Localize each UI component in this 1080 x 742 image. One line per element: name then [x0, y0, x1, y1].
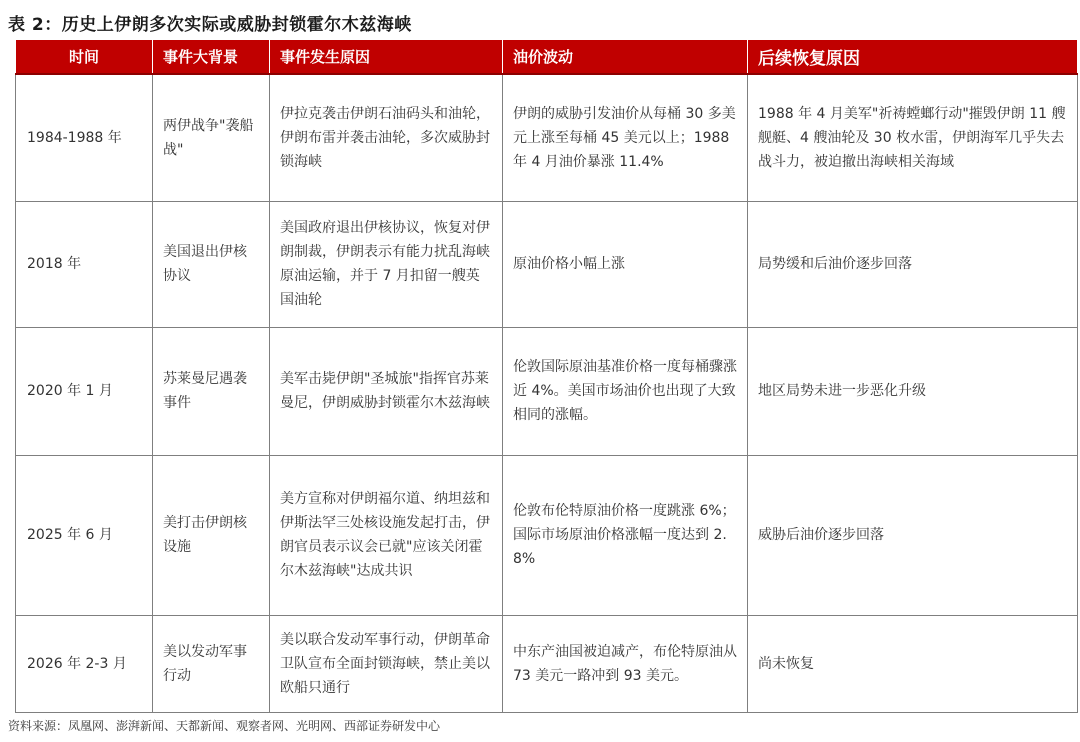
cell-background: 两伊战争"袭船战" — [153, 74, 270, 201]
cell-time: 2025 年 6 月 — [16, 455, 153, 615]
table-row — [16, 327, 1078, 455]
cell-recovery: 局势缓和后油价逐步回落 — [748, 201, 1078, 327]
cell-time: 2018 年 — [16, 201, 153, 327]
cell-recovery: 1988 年 4 月美军"祈祷螳螂行动"摧毁伊朗 11 艘舰艇、4 艘油轮及 30 枚水雷，伊朗海军几乎失去战斗力，被迫撤出海峡相关海域 — [748, 74, 1078, 201]
cell-cause: 美方宣称对伊朗福尔道、纳坦兹和伊斯法罕三处核设施发起打击，伊朗官员表示议会已就"应该关闭霍尔木兹海峡"达成共识 — [270, 455, 503, 615]
cell-oil: 中东产油国被迫减产，布伦特原油从 73 美元一路冲到 93 美元。 — [503, 615, 748, 712]
cell-recovery: 尚未恢复 — [748, 615, 1078, 712]
cell-oil: 伦敦国际原油基准价格一度每桶骤涨近 4%。美国市场油价也出现了大致相同的涨幅。 — [503, 327, 748, 455]
events-table — [15, 40, 1078, 713]
cell-time: 2026 年 2-3 月 — [16, 615, 153, 712]
cell-time: 1984-1988 年 — [16, 74, 153, 201]
header-recovery: 后续恢复原因 — [748, 40, 1078, 74]
cell-oil: 原油价格小幅上涨 — [503, 201, 748, 327]
table-header-row — [16, 40, 1078, 74]
cell-background: 美国退出伊核协议 — [153, 201, 270, 327]
cell-cause: 伊拉克袭击伊朗石油码头和油轮，伊朗布雷并袭击油轮，多次威胁封锁海峡 — [270, 74, 503, 201]
table-row — [16, 201, 1078, 327]
cell-cause: 美以联合发动军事行动，伊朗革命卫队宣布全面封锁海峡，禁止美以欧船只通行 — [270, 615, 503, 712]
source-note: 资料来源：凤凰网、澎湃新闻、天都新闻、观察者网、光明网、西部证券研发中心 — [8, 719, 441, 733]
cell-oil: 伦敦布伦特原油价格一度跳涨 6%；国际市场原油价格涨幅一度达到 2.8% — [503, 455, 748, 615]
cell-recovery: 地区局势未进一步恶化升级 — [748, 327, 1078, 455]
cell-oil: 伊朗的威胁引发油价从每桶 30 多美元上涨至每桶 45 美元以上；1988 年 4 月油价暴涨 11.4% — [503, 74, 748, 201]
header-oil: 油价波动 — [503, 40, 748, 74]
table-row — [16, 615, 1078, 712]
table-row — [16, 74, 1078, 201]
cell-background: 美打击伊朗核设施 — [153, 455, 270, 615]
table-caption: 表 2：历史上伊朗多次实际或威胁封锁霍尔木兹海峡 — [8, 15, 412, 35]
cell-cause: 美军击毙伊朗"圣城旅"指挥官苏莱曼尼，伊朗威胁封锁霍尔木兹海峡 — [270, 327, 503, 455]
header-cause: 事件发生原因 — [270, 40, 503, 74]
cell-time: 2020 年 1 月 — [16, 327, 153, 455]
cell-background: 美以发动军事行动 — [153, 615, 270, 712]
header-background: 事件大背景 — [153, 40, 270, 74]
header-time: 时间 — [16, 40, 153, 74]
cell-cause: 美国政府退出伊核协议，恢复对伊朗制裁，伊朗表示有能力扰乱海峡原油运输，并于 7 月扣留一艘英国油轮 — [270, 201, 503, 327]
cell-recovery: 威胁后油价逐步回落 — [748, 455, 1078, 615]
table-row — [16, 455, 1078, 615]
cell-background: 苏莱曼尼遇袭事件 — [153, 327, 270, 455]
